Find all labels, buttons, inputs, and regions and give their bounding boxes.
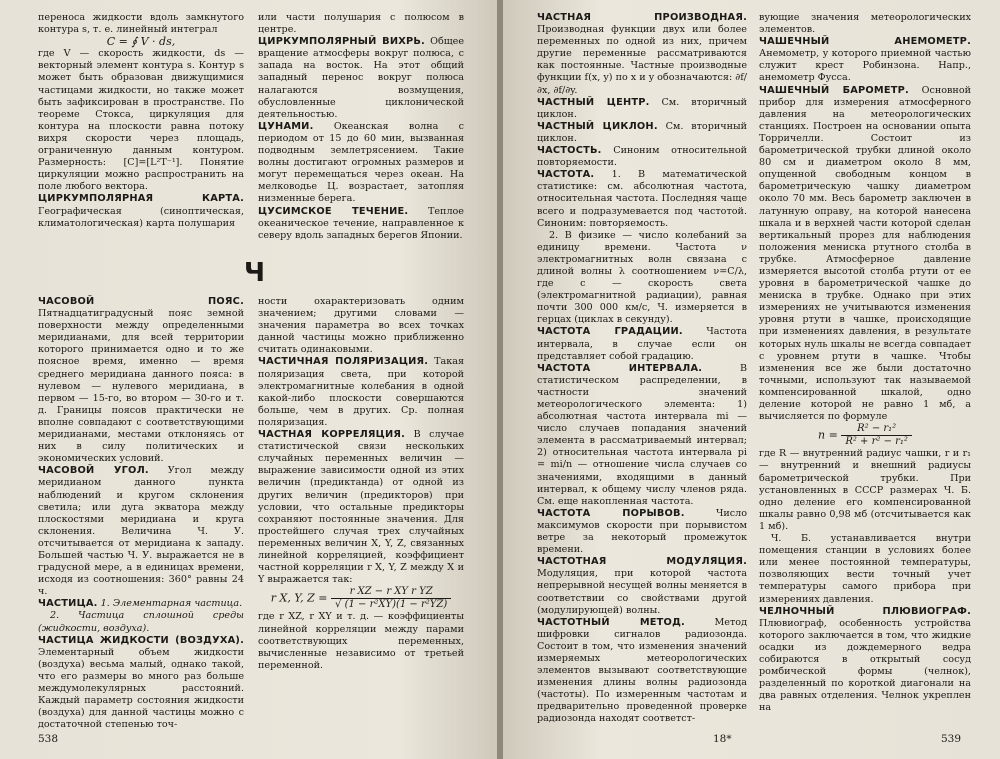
headword: ЧАСТНЫЙ ЦИКЛОН.: [537, 120, 658, 132]
definition: Частота интервала, в случае если он представляет собой градацию.: [537, 326, 747, 362]
headword: ЦИРКУМПОЛЯРНЫЙ ВИХРЬ.: [258, 36, 425, 48]
page-number-left: 538: [38, 733, 59, 745]
headword: ЧАСОВОЙ УГОЛ.: [38, 465, 149, 477]
left-col2-bottom: [258, 296, 464, 672]
definition: Географическая (синоптическая, климатологическая) карта полушария: [38, 205, 244, 229]
definition: Число максимумов скорости при порывистом ветре за некоторый промежуток времени.: [537, 507, 747, 556]
headword: ЧАСТОСТЬ.: [537, 145, 602, 157]
definition: В статистическом распределении, в частности значений метеорологического элемента: 1) абсолютная частота интервала mi — число случаев попадания значений элемента в рассматриваемый интервал; 2) относительная частота интервала pi = mi/n — отношение числа случаев со значениями, входящими в данный интервал, к общему числу членов ряда. См. еще накопленная частота.: [537, 362, 747, 507]
definition: Элементарный объем жидкости (воздуха) весьма малый, однако такой, что его размеры во много раз больше междумолекулярных расстояний. Каждый параметр состояния жидкости (воздуха) для данной частицы можно с достаточной степенью точ-: [38, 646, 244, 731]
definition: Производная функции двух или более переменных по одной из них, причем другие переменные рассматриваются как постоянные. Частные производные функции f(x, y) по x и y обозначаются: ∂f/∂x, ∂f/∂y.: [537, 24, 748, 96]
formula-denominator: R² + r² − r₁²: [845, 436, 908, 448]
definition: Основной прибор для измерения атмосферного давления на метеорологических станциях. Построен на основании опыта Торричелли. Состоит из барометрической трубки длиной около 80 см и диаметром около 8 мм, опущенной свободным концом в барометрическую чашку диаметром около 70 мм. Весь барометр заключен в латунную оправу, на которой нанесена шкала и в верхней части которой сделан вертикальный прорез для наблюдения положения мениска ртутного столба в трубке. Атмосферное давление измеряется высотой столба ртути от ее уровня в барометрической чашке до мениска в трубке. Однако при этих измерениях не учитываются изменения уровня ртути в чашке, происходящие при изменениях давления, в результате которых нуль шкалы не всегда совпадает с уровнем ртути в чашке. Чтобы изменения все же были достаточно точными, используют так называемой компенсированной шкалой, одно деление которой не равно 1 мб, а вычисляется по формуле: [759, 84, 971, 423]
left-col2-top: [258, 12, 464, 242]
headword: ЧАШЕЧНЫЙ АНЕМОМЕТР.: [759, 36, 971, 48]
definition: Теплое океаническое течение, направленное к северу вдоль западных берегов Японии.: [258, 205, 464, 241]
definition: Синоним относительной повторяемости.: [537, 145, 747, 169]
paragraph: вующие значения метеорологических элементов.: [759, 12, 971, 36]
formula-partial-correlation: [258, 586, 464, 611]
definition: Угол между меридианом данного пункта наблюдений и кругом склонения светила; или дуга экватора между плоскостями меридиана и круга склонения. Величина Ч. У. отсчитывается от меридиана к западу. Большей частью Ч. У. выражается не в градусной мере, а в единицах времени, исходя из соотношения: 360° равны 24 ч.: [38, 465, 244, 598]
right-page: [503, 0, 1000, 759]
headword: ЧЕЛНОЧНЫЙ ПЛЮВИОГРАФ.: [759, 605, 971, 617]
definition: Плювиограф, особенность устройства которого заключается в том, что жидкие осадки из дождемерного ведра собираются в открытый сосуд ромбической формы (челнок), разделенный по короткой диагонали на два равных отделения. Челнок укреплен на: [759, 617, 971, 714]
formula-fraction: [841, 423, 912, 448]
headword: ЧАСТОТНЫЙ МЕТОД.: [537, 616, 685, 628]
definition: Анемометр, у которого приемной частью служит крест Робинзона. Напр., анемометр Фусса.: [759, 48, 971, 84]
definition: Океанская волна с периодом от 15 до 60 мин, вызванная подводным землетрясением. Такие волны достигают огромных размеров и могут перемещаться через океан. На мелководье Ц. возрастает, затопляя низменные берега.: [258, 120, 464, 205]
paragraph: где r XZ, r XY и т. д. — коэффициенты линейной корреляции между парами соответствующих переменных, вычисленные независимо от третьей переменной.: [258, 611, 464, 671]
formula-lhs: r X, Y, Z =: [270, 591, 328, 605]
paragraph: Ч. Б. устанавливается внутри помещения станции в условиях более или менее постоянной температуры, позволяющих вести точный учет температуры самого прибора при измерениях давления.: [759, 533, 971, 605]
paragraph: ности охарактеризовать одним значением; другими словами — значения параметра во всех точках данной частицы можно приближенно считать одинаковыми.: [258, 296, 464, 356]
formula-denominator: √ (1 − r²XY)(1 − r²YZ): [335, 599, 448, 611]
headword: ЧАСТОТА.: [537, 169, 595, 181]
headword: ЧАСОВОЙ ПОЯС.: [38, 296, 244, 307]
headword: ЧАСТНЫЙ ЦЕНТР.: [537, 96, 650, 108]
headword: ЦУСИМСКОЕ ТЕЧЕНИЕ.: [258, 205, 409, 217]
formula-numerator: r XZ − r XY r YZ: [331, 586, 451, 599]
definition: 1. Элементарная частица.: [100, 598, 243, 610]
left-page: [0, 0, 497, 759]
headword: ЧАСТИЦА ЖИДКОСТИ (ВОЗДУХА).: [38, 634, 244, 646]
page-number-right: 539: [941, 733, 962, 745]
headword: ЧАСТИЧНАЯ ПОЛЯРИЗАЦИЯ.: [258, 356, 429, 368]
definition: Пятнадцатиградусный пояс земной поверхности между определенными меридианами, для всей территории которого принимается одно и то же поясное время, именно — время среднего меридиана данного пояса: в нулевом — нулевого меридиана, в первом — 15-го, во втором — 30-го и т. д. Границы поясов практически не вполне совпадают с соответствующими меридианами, местами отклоняясь от них в силу политических и экономических условий.: [38, 308, 244, 465]
formula-lhs: n =: [818, 428, 838, 442]
headword: ЧАСТНАЯ КОРРЕЛЯЦИЯ.: [258, 429, 406, 441]
definition: Такая поляризация света, при которой электромагнитные колебания в одной какой-либо плоскости совершаются больше, чем в других. Ср. полная поляризация.: [258, 356, 464, 428]
headword: ЧАСТОТНАЯ МОДУЛЯЦИЯ.: [537, 556, 747, 568]
definition: Метод шифровки сигналов радиозонда. Состоит в том, что изменения значений измеряемых метеорологических элементов вызывают соответствующие изменения длины волны радиозонда (частоты). По измеренным частотам и предварительно проведенной проверке радиозонда находят соответст-: [537, 616, 747, 725]
headword: ЧАШЕЧНЫЙ БАРОМЕТР.: [759, 84, 909, 96]
signature-mark: 18*: [713, 733, 732, 745]
section-letter: Ч: [244, 258, 266, 288]
definition: См. вторичный циклон.: [537, 120, 747, 144]
formula-fraction: [331, 586, 451, 611]
definition: Модуляция, при которой частота непрерывной несущей волны меняется в соответствии со свойствами другой (модулирующей) волны.: [537, 568, 747, 616]
paragraph: переноса жидкости вдоль замкнутого контура s, т. е. линейный интеграл: [38, 12, 244, 36]
formula-numerator: R² − r₁²: [841, 423, 912, 436]
right-col1: [537, 12, 747, 726]
definition: 1. В математической статистике: см. абсолютная частота, относительная частота. Последняя чаще всего и подразумевается под частотой. Синоним: повторяемость.: [537, 169, 747, 229]
definition: 2. Частица сплошной среды (жидкости, воздуха).: [38, 610, 244, 634]
formula-compensated-scale: [759, 423, 971, 448]
paragraph: 2. В физике — число колебаний за единицу времени. Частота ν электромагнитных волн связана с длиной волны λ соотношением ν=C/λ, где c — скорость света (электромагнитной радиации), равная почти 300 000 км/с, Ч. измеряется в герцах (циклах в секунду).: [537, 229, 747, 326]
headword: ЦУНАМИ.: [258, 120, 314, 132]
headword: ЧАСТИЦА.: [38, 598, 98, 610]
definition: См. вторичный циклон.: [537, 96, 747, 120]
headword: ЧАСТОТА ГРАДАЦИИ.: [537, 326, 683, 338]
headword: ЦИРКУМПОЛЯРНАЯ КАРТА.: [38, 193, 244, 205]
left-col1-top: [38, 12, 244, 230]
headword: ЧАСТНАЯ ПРОИЗВОДНАЯ.: [537, 12, 747, 23]
paragraph: где V — скорость жидкости, ds — векторный элемент контура s. Контур s может быть образован движущимися частицами жидкости, но также может быть зафиксирован в пространстве. По теореме Стокса, циркуляция для контура на плоскости равна потоку вихря скорости через площадь, ограниченную данным контуром. Размерность: [C]=[L²T⁻¹]. Понятие циркуляции можно распространить на поле любого вектора.: [38, 48, 244, 193]
formula-circulation: C = ∮ V · ds,: [106, 35, 176, 49]
right-col2: [759, 12, 971, 714]
left-col1-bottom: [38, 296, 244, 731]
headword: ЧАСТОТА ПОРЫВОВ.: [537, 507, 685, 519]
paragraph: где R — внутренний радиус чашки, r и r₁ — внутренний и внешний радиусы барометрической трубки. При установленных в СССР размерах Ч. Б. одно деление его компенсированной шкалы равно 0,98 мб (отсчитывается как 1 мб).: [759, 448, 971, 532]
paragraph: или части полушария с полюсом в центре.: [258, 12, 464, 36]
headword: ЧАСТОТА ИНТЕРВАЛА.: [537, 362, 703, 374]
definition: В случае статистической связи нескольких случайных переменных величин — выражение зависимости одной из этих величин (предиктанда) от одной из других величин (предикторов) при условии, что остальные предикторы сохраняют постоянные значения. Для простейшего случая трех случайных переменных величин X, Y, Z, связанных линейной корреляцией, коэффициент частной корреляции r X, Y, Z между X и Y выражается так:: [258, 429, 464, 586]
definition: Общее вращение атмосферы вокруг полюса, с запада на восток. На этот общий западный перенос вокруг полюса налагаются возмущения, обусловленные циклонической деятельностью.: [258, 36, 464, 120]
